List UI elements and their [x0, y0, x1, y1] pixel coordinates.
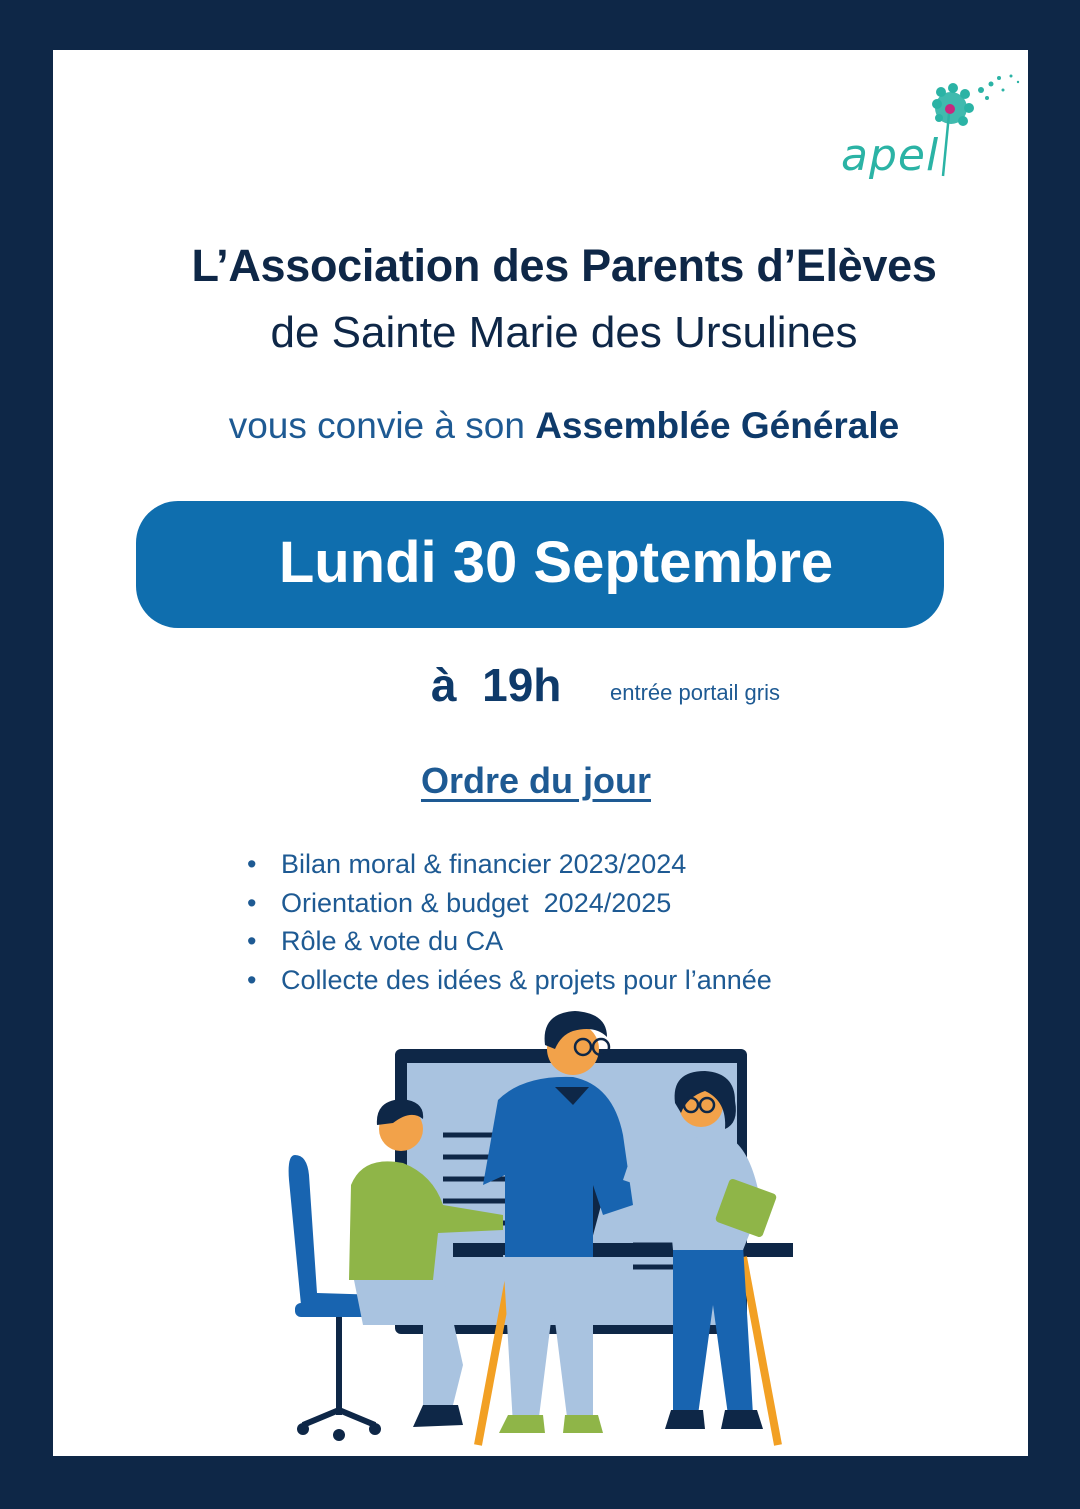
agenda-title: Ordre du jour — [420, 760, 651, 801]
invite-prefix: vous convie à son — [228, 405, 536, 446]
agenda-list — [243, 845, 772, 999]
page-subtitle: de Sainte Marie des Ursulines — [270, 308, 858, 357]
event-entrance: entrée portail gris — [610, 680, 780, 705]
page-title: L’Association des Parents d’Elèves — [191, 240, 937, 291]
event-time: à 19h — [431, 659, 562, 711]
agenda-item: • Collecte des idées & projets pour l’année — [243, 961, 772, 1000]
logo-text: apel — [841, 130, 940, 181]
meeting-illustration — [273, 1005, 813, 1455]
apel-logo — [833, 68, 1028, 208]
agenda-item: • Rôle & vote du CA — [243, 922, 772, 961]
agenda-item: • Orientation & budget 2024/2025 — [243, 884, 772, 923]
invitation-flyer — [53, 50, 1028, 1456]
date-banner — [136, 501, 944, 628]
event-date: Lundi 30 Septembre — [278, 530, 834, 595]
seated-person-legs — [353, 1275, 463, 1405]
standing-man-legs — [503, 1255, 593, 1425]
agenda-item: • Bilan moral & financier 2023/2024 — [243, 845, 772, 884]
invitation-line — [53, 405, 1028, 447]
invite-emphasis: Assemblée Générale — [535, 405, 900, 446]
